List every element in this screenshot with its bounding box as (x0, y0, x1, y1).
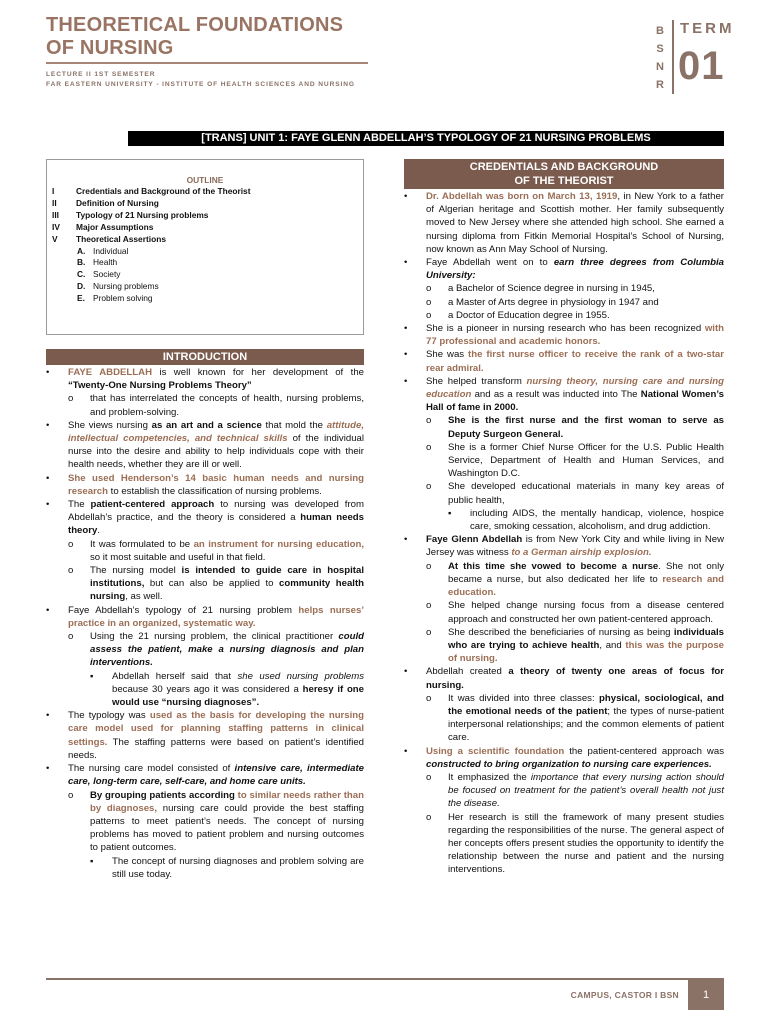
sub-sub-bullet-item: ▪ Abdellah herself said that she used nursing problems because 30 years ago it was considered a heresy if one would use “nursing diagnoses”. (90, 670, 364, 709)
program-letter: S (656, 43, 664, 55)
sub-bullet-item: o By grouping patients according to similar needs rather than by diagnoses, nursing care could provide the best staffing patterns to meet patient’s needs. The concept of nursing problems has moved to patient problem and nursing outcomes to patient outcomes. (68, 789, 364, 854)
bullet-item: • Dr. Abdellah was born on March 13, 1919, in New York to a father of Algerian heritage and Scottish mother. Her family subsequently moved to New Jersey where she attended high school. She earned a nursing diploma from Fitkin Memorial Hospital’s School of Nursing, now known as Ann May School of Nursing. (404, 191, 724, 255)
course-title-line2: OF NURSING (46, 37, 174, 59)
outline-box (46, 159, 364, 335)
sub-bullet-item: o The nursing model is intended to guide care in hospital institutions, but can also be applied to community health nursing, as well. (68, 565, 364, 603)
sub-bullet-item: o that has interrelated the concepts of health, nursing problems, and problem-solving. (68, 393, 364, 418)
bullet-item: • She used Henderson’s 14 basic human needs and nursing research to establish the classification of nursing problems. (46, 472, 364, 497)
institution-label: FAR EASTERN UNIVERSITY - INSTITUTE OF HEALTH SCIENCES AND NURSING (46, 80, 355, 88)
course-title-line1: THEORETICAL FOUNDATIONS (46, 14, 344, 36)
sub-bullet-item: o She described the beneficiaries of nursing as being individuals who are trying to achieve health, and this was the purpose of nursing. (426, 626, 724, 665)
term-label: TERM (680, 20, 735, 37)
header-rule (46, 62, 368, 64)
outline-subitem: A. Individual (77, 245, 129, 256)
outline-title: OUTLINE (186, 175, 224, 185)
outline-item: III Typology of 21 Nursing problems (52, 209, 209, 220)
outline-subitem: B. Health (77, 257, 118, 268)
bullet-item: • The nursing care model consisted of intensive care, intermediate care, long-term care, self-care, and home care units. (46, 763, 364, 788)
sub-bullet-item: o a Doctor of Education degree in 1955. (426, 309, 610, 321)
header-divider (672, 20, 674, 94)
credentials-heading (404, 159, 724, 189)
outline-item: I Credentials and Background of the Theorist (52, 186, 251, 196)
credentials-heading-line: OF THE THEORIST (514, 175, 614, 187)
outline-subitem: C. Society (77, 269, 121, 280)
sub-bullet-item: o At this time she vowed to become a nurse. She not only became a nurse, but also dedicated her life to research and education. (426, 560, 725, 599)
program-letter: R (656, 79, 664, 91)
bullet-item: • She is a pioneer in nursing research who has been recognized with 77 professional and academic honors. (404, 323, 724, 348)
sub-bullet-item: o a Master of Arts degree in physiology in 1947 and (426, 296, 659, 308)
course-title (46, 14, 343, 60)
bullet-item: • The typology was used as the basis for developing the nursing care model used for planning staffing patterns in clinical settings. The staffing patterns were based on patient’s identified needs. (46, 710, 365, 761)
bullet-item: • Faye Abdellah’s typology of 21 nursing problem helps nurses’ practice in an organized, systematic way. (46, 604, 364, 629)
credentials-heading-line: CREDENTIALS AND BACKGROUND (469, 161, 659, 173)
sub-bullet-item: o It was formulated to be an instrument for nursing education, so it most suitable and useful in that field. (68, 538, 364, 563)
page-number: 1 (688, 980, 724, 1010)
credentials-section (404, 159, 724, 877)
sub-bullet-item: o It was divided into three classes: physical, sociological, and the emotional needs of the patient; the types of nurse-patient interpersonal relationships; and the common elements of patient care. (426, 692, 725, 744)
outline-item: IV Major Assumptions (52, 221, 154, 232)
introduction-section (46, 349, 364, 881)
header-subtitle (46, 70, 355, 89)
bullet-item: • She views nursing as an art and a science that mold the attitude, intellectual competencies, and technical skills of the individual nurse into the desire and ability to help individuals cope with their health needs, whether they are ill or well. (46, 419, 365, 471)
footer-campus: CAMPUS, CASTOR I BSN (570, 990, 679, 1000)
sub-sub-bullet-item: ▪ including AIDS, the mentally handicap, violence, hospice care, smoking cessation, alcoholism, and drug addiction. (448, 507, 724, 533)
document-title: [TRANS] UNIT 1: FAYE GLENN ABDELLAH’S TYPOLOGY OF 21 NURSING PROBLEMS (128, 131, 724, 146)
bullet-item: • She helped transform nursing theory, nursing care and nursing education and as a result was inducted into The National Women’s Hall of fame in 2000. (404, 375, 725, 414)
bullet-item: • FAYE ABDELLAH is well known for her development of the “Twenty-One Nursing Problems Theory” (46, 367, 364, 392)
sub-bullet-item: o Using the 21 nursing problem, the clinical practitioner could assess the patient, make a nursing diagnosis and plan interventions. (68, 631, 364, 669)
sub-bullet-item: o She developed educational materials in many key areas of public health, (426, 481, 724, 506)
bullet-item: • Abdellah created a theory of twenty one areas of focus for nursing. (404, 666, 724, 691)
footer-rule (46, 978, 724, 980)
outline-item: V Theoretical Assertions (52, 233, 166, 244)
sub-bullet-item: o It emphasized the importance that every nursing action should be focused on treatment for the patient’s overall health not just the disease. (426, 771, 724, 810)
bullet-item: • The patient-centered approach to nursing was developed from Abdellah’s practice, and the theory is considered a human needs theory. (46, 499, 364, 537)
introduction-heading: INTRODUCTION (46, 349, 364, 365)
program-letter: B (656, 25, 664, 37)
bullet-item: • Faye Glenn Abdellah is from New York City and while living in New Jersey was witness to a German airship explosion. (404, 534, 725, 559)
term-number: 01 (678, 44, 725, 88)
sub-bullet-item: o a Bachelor of Science degree in nursing in 1945, (426, 283, 655, 295)
sub-bullet-item: o She is the first nurse and the first woman to serve as Deputy Surgeon General. (426, 415, 724, 440)
bullet-item: • Using a scientific foundation the patient-centered approach was constructed to bring organization to nursing care experiences. (404, 745, 724, 770)
sub-sub-bullet-item: ▪ The concept of nursing diagnoses and problem solving are still use today. (90, 855, 364, 880)
bullet-item: • She was the first nurse officer to receive the rank of a two-star rear admiral. (404, 349, 725, 374)
program-letters (654, 22, 666, 94)
outline-subitem: D. Nursing problems (77, 281, 159, 292)
sub-bullet-item: o Her research is still the framework of many present studies regarding the responsibilities of the nurse. The general aspect of her concepts offers present studies the opportunity to identify the relationship between the nurse and patient and the nursing interventions. (426, 811, 724, 876)
program-letter: N (656, 61, 664, 73)
lecture-label: LECTURE II 1ST SEMESTER (46, 71, 156, 78)
bullet-item: • Faye Abdellah went on to earn three degrees from Columbia University: (404, 257, 724, 282)
sub-bullet-item: o She is a former Chief Nurse Officer for the U.S. Public Health Service, Department of Health and Human Services, and Washington D.C. (426, 441, 724, 480)
outline-subitem: E. Problem solving (77, 293, 153, 304)
outline-item: II Definition of Nursing (52, 197, 159, 208)
sub-bullet-item: o She helped change nursing focus from a disease centered approach and constructed her own patient-centered approach. (426, 600, 724, 625)
